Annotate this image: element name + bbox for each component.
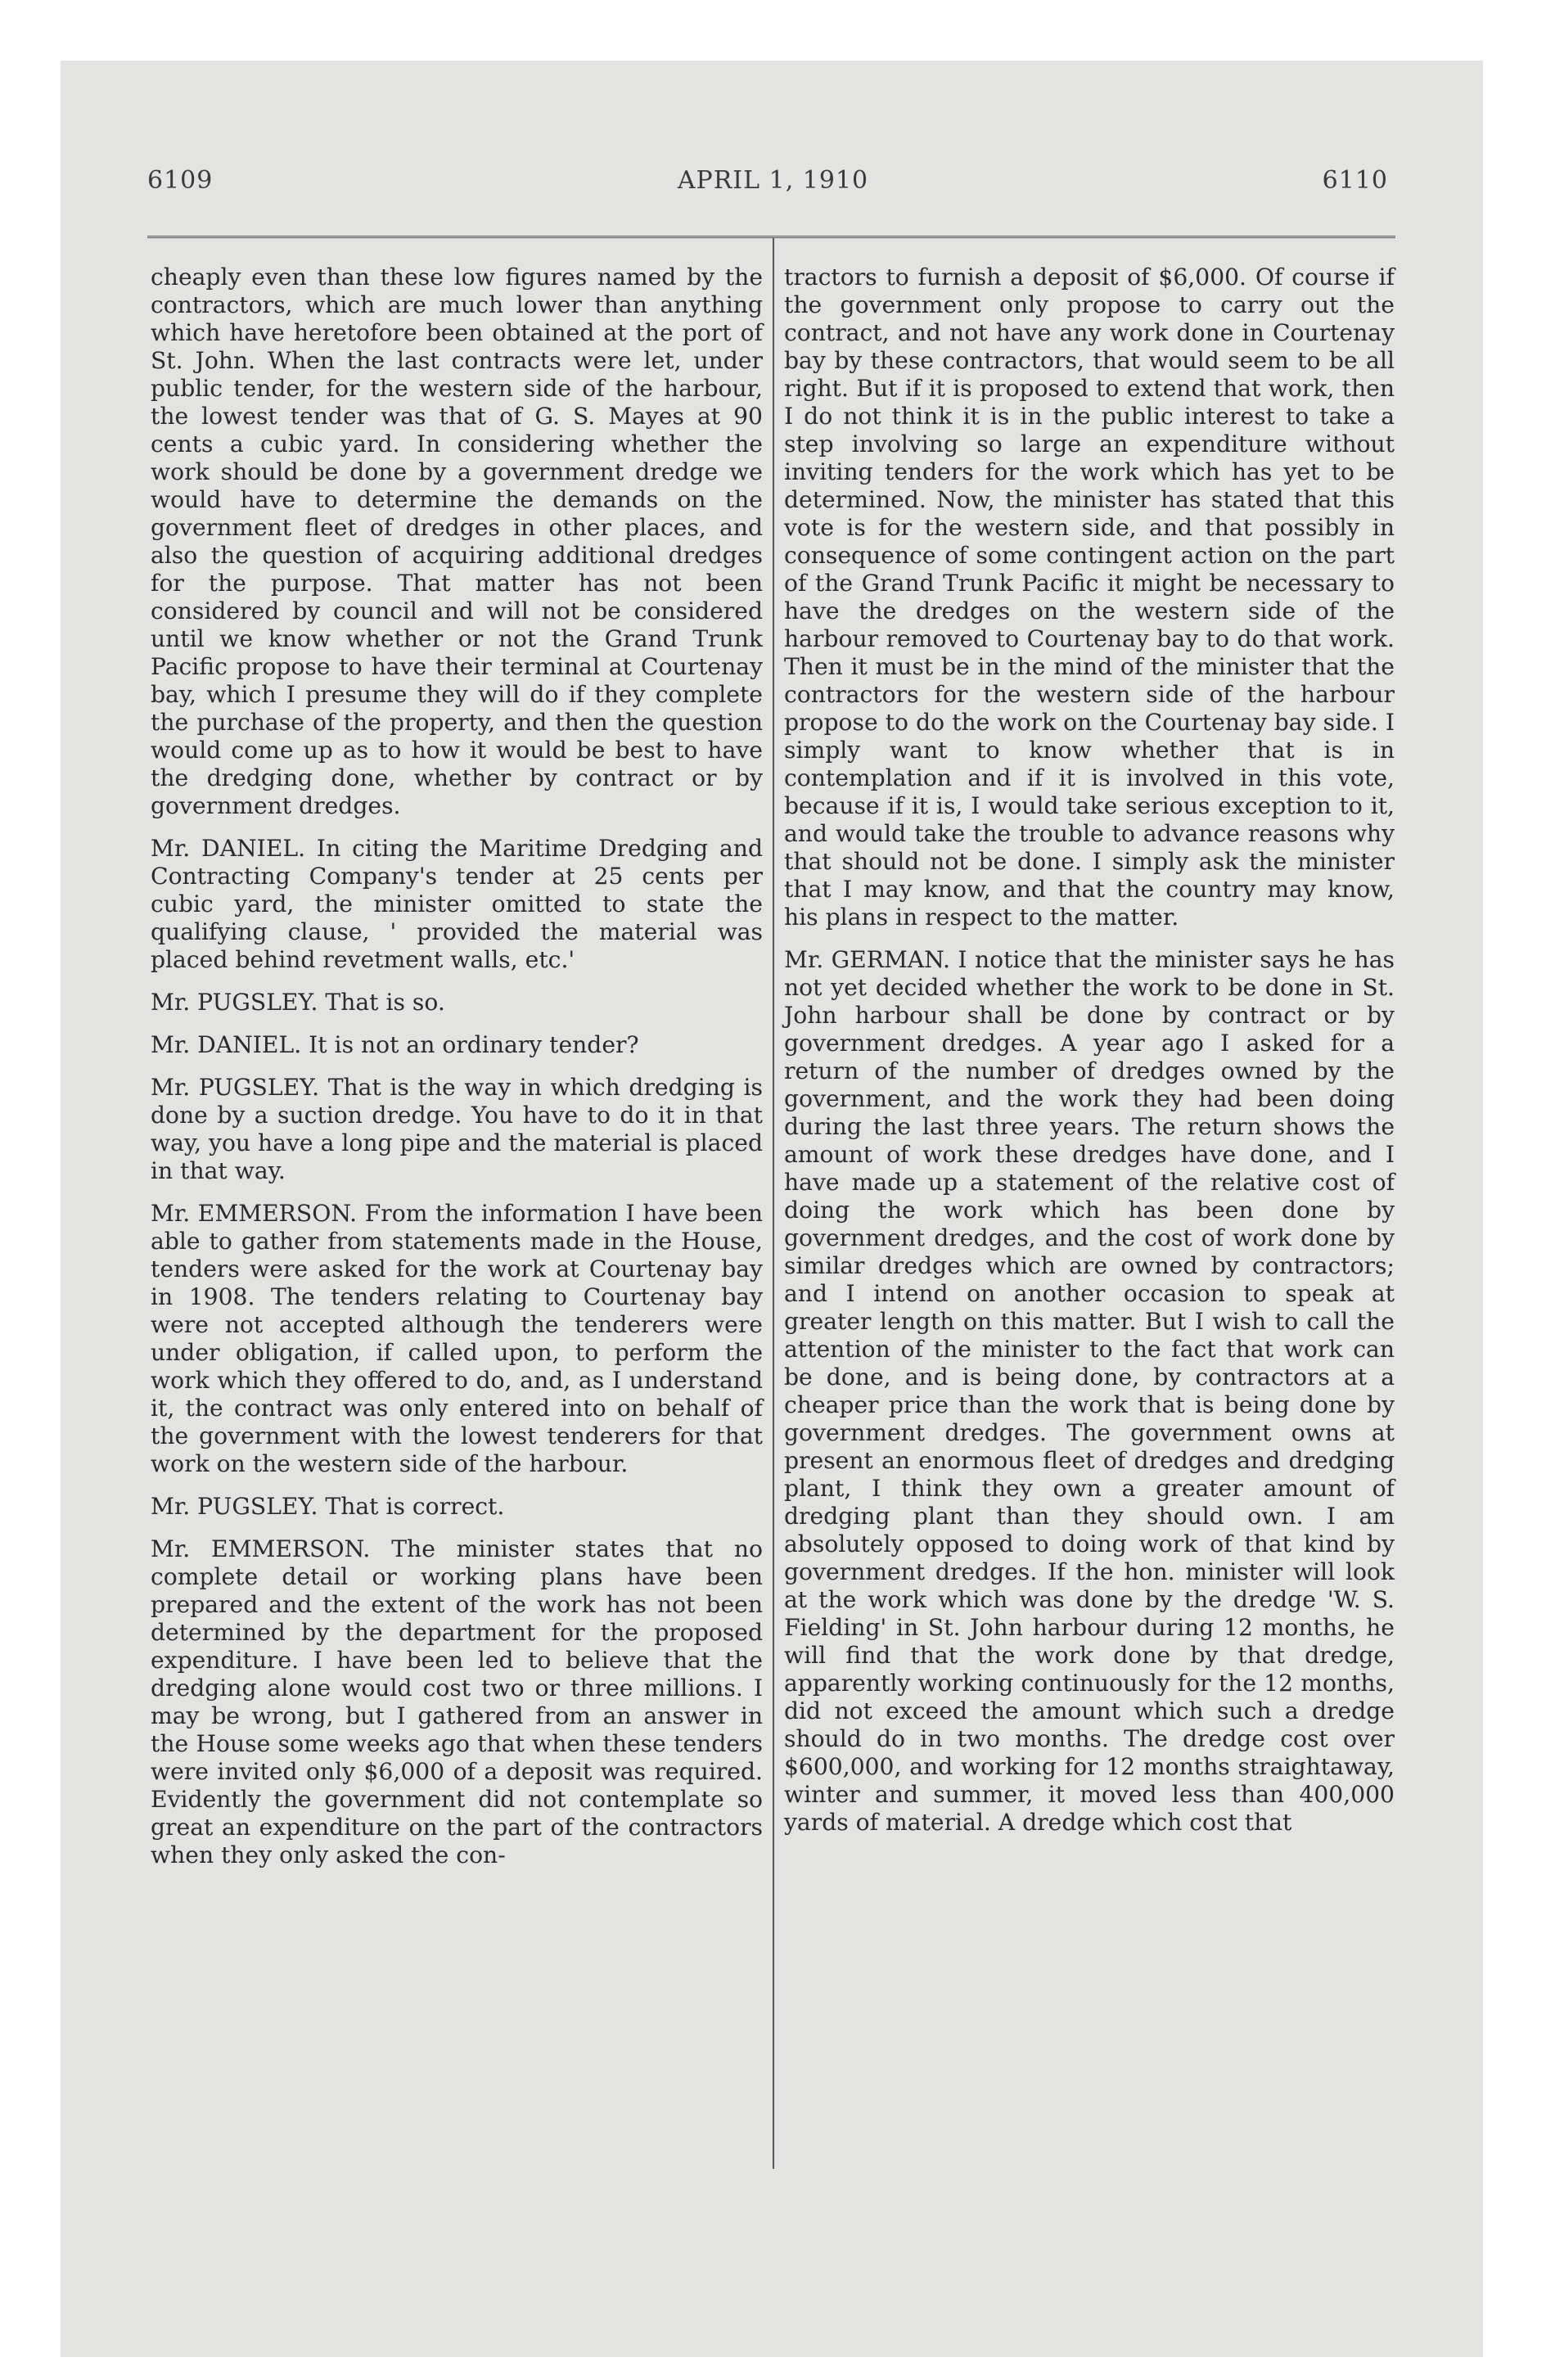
page-number-left: 6109	[147, 166, 214, 195]
paragraph: Mr. PUGSLEY. That is so.	[151, 989, 445, 1016]
left-column	[151, 264, 763, 1869]
column-divider	[773, 237, 774, 2169]
paragraph: Mr. GERMAN. I notice that the minister says he has not yet decided whether the work to be done in St. John harbour shall be done by contract or by government dredges. A year ago I asked for a return of the number of dredges owned by the government, and the work they had been doing during the last three years. The return shows the amount of work these dredges have done, and I have made up a statement of the relative cost of doing the work which has been done by government dredges, and the cost of work done by similar dredges which are owned by contractors; and I intend on another occasion to speak at greater length on this matter. But I wish to call the attention of the minister to the fact that work can be done, and is being done, by contractors at a cheaper price than the work that is being done by government dredges. The government owns at present an enormous fleet of dredges and dredging plant, I think they own a greater amount of dredging plant than they should own. I am absolutely opposed to doing work of that kind by government dredges. If the hon. minister will look at the work which was done by the dredge 'W. S. Fielding' in St. John harbour during 12 months, he will find that the work done by that dredge, apparently working continuously for the 12 months, did not exceed the amount which such a dredge should do in two months. The dredge cost over $600,000, and working for 12 months straightaway, winter and summer, it moved less than 400,000 yards of material. A dredge which cost that	[784, 946, 1395, 1836]
page-header	[0, 166, 1546, 199]
paragraph: Mr. PUGSLEY. That is the way in which dredging is done by a suction dredge. You have to do it in that way, you have a long pipe and the material is placed in that way.	[151, 1074, 763, 1184]
paragraph: Mr. PUGSLEY. That is correct.	[151, 1493, 505, 1520]
page-date: APRIL 1, 1910	[677, 166, 869, 195]
paragraph: Mr. DANIEL. In citing the Maritime Dredging and Contracting Company's tender at 25 cents per cubic yard, the minister omitted to state the qualifying clause, ' provided the material was placed behind revetment walls, etc.'	[151, 835, 763, 973]
right-column	[784, 264, 1395, 1837]
paragraph: tractors to furnish a deposit of $6,000. Of course if the government only propose to carry out the contract, and not have any work done in Courtenay bay by these contractors, that would seem to be all right. But if it is proposed to extend that work, then I do not think it is in the public interest to take a step involving so large an expenditure without inviting tenders for the work which has yet to be determined. Now, the minister has stated that this vote is for the western side, and that possibly in consequence of some contingent action on the part of the Grand Trunk Pacific it might be necessary to have the dredges on the western side of the harbour removed to Courtenay bay to do that work. Then it must be in the mind of the minister that the contractors for the western side of the harbour propose to do the work on the Courtenay bay side. I simply want to know whether that is in contemplation and if it is involved in this vote, because if it is, I would take serious exception to it, and would take the trouble to advance reasons why that should not be done. I simply ask the minister that I may know, and that the country may know, his plans in respect to the matter.	[784, 264, 1395, 931]
paragraph: cheaply even than these low figures named by the contractors, which are much lower than anything which have heretofore been obtained at the port of St. John. When the last contracts were let, under public tender, for the western side of the harbour, the lowest tender was that of G. S. Mayes at 90 cents a cubic yard. In considering whether the work should be done by a government dredge we would have to determine the demands on the government fleet of dredges in other places, and also the question of acquiring additional dredges for the purpose. That matter has not been considered by council and will not be considered until we know whether or not the Grand Trunk Pacific propose to have their terminal at Courtenay bay, which I presume they will do if they complete the purchase of the property, and then the question would come up as to how it would be best to have the dredging done, whether by contract or by government dredges.	[151, 264, 763, 819]
paragraph: Mr. EMMERSON. From the information I have been able to gather from statements made in the House, tenders were asked for the work at Courtenay bay in 1908. The tenders relating to Courtenay bay were not accepted although the tenderers were under obligation, if called upon, to perform the work which they offered to do, and, as I understand it, the contract was only entered into on behalf of the government with the lowest tenderers for that work on the western side of the harbour.	[151, 1200, 763, 1477]
header-rule	[147, 236, 1395, 238]
paragraph: Mr. DANIEL. It is not an ordinary tender?	[151, 1031, 639, 1058]
paragraph: Mr. EMMERSON. The minister states that no complete detail or working plans have been prepared and the extent of the work has not been determined by the department for the proposed expenditure. I have been led to believe that the dredging alone would cost two or three millions. I may be wrong, but I gathered from an answer in the House some weeks ago that when these tenders were invited only $6,000 of a deposit was required. Evidently the government did not contemplate so great an expenditure on the part of the contractors when they only asked the con-	[151, 1535, 763, 1868]
page-number-right: 6110	[1322, 166, 1388, 195]
